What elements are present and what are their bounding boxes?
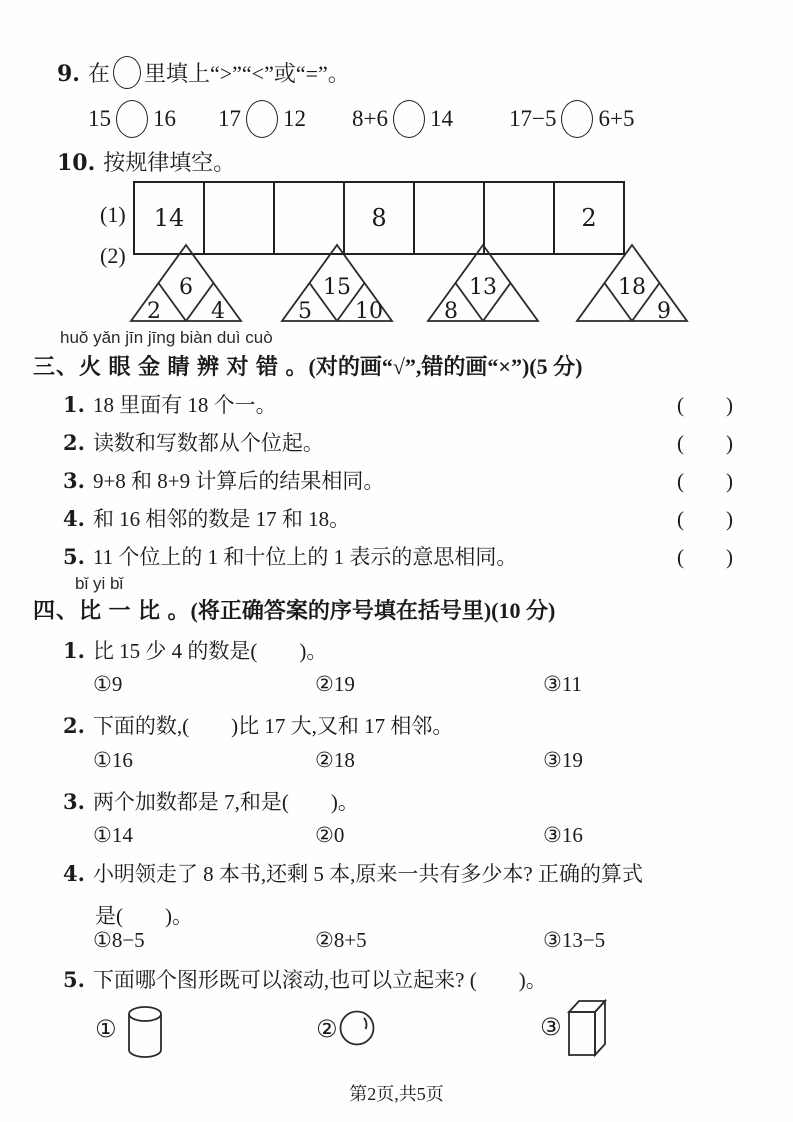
triangle-puzzle bbox=[126, 240, 246, 326]
comparison-right: 16 bbox=[153, 106, 176, 131]
tf-text bbox=[63, 541, 517, 571]
mc-option: ②0 bbox=[315, 823, 345, 847]
q10-number: 10. bbox=[57, 150, 96, 176]
mc-option: ①14 bbox=[93, 823, 133, 847]
comparison-item bbox=[88, 100, 176, 138]
mc-option: ③19 bbox=[543, 748, 583, 772]
triangle-puzzle bbox=[277, 240, 397, 326]
true-false-item bbox=[63, 541, 733, 571]
triangle-top-value: 13 bbox=[469, 275, 497, 300]
true-false-item bbox=[63, 389, 733, 419]
answer-parens: ( ) bbox=[677, 545, 733, 569]
answer-circle bbox=[116, 100, 148, 138]
section4-title: 四、比 一 比 。 bbox=[33, 598, 191, 623]
tf-number: 5. bbox=[63, 544, 85, 569]
triangle-left-value: 8 bbox=[444, 299, 458, 324]
shape-option-label: ② bbox=[316, 1015, 338, 1043]
mc-option: ①8−5 bbox=[93, 928, 145, 952]
mc-text: 比 15 少 4 的数是( )。 bbox=[92, 639, 328, 663]
triangle-left-value: 5 bbox=[298, 299, 312, 324]
tf-text bbox=[63, 465, 384, 495]
q10-part1-label: (1) bbox=[100, 202, 126, 227]
q10-part2-label: (2) bbox=[100, 243, 126, 268]
q9-number: 9. bbox=[57, 61, 80, 87]
comparison-left: 17−5 bbox=[509, 106, 557, 131]
section3-title: 三、火 眼 金 睛 辨 对 错 。 bbox=[33, 354, 309, 379]
comparison-item bbox=[352, 100, 453, 138]
triangle-right-value: 4 bbox=[211, 299, 225, 324]
mc-text-line2: 是( )。 bbox=[95, 904, 193, 928]
mc-text: 两个加数都是 7,和是( )。 bbox=[92, 790, 359, 814]
q10-heading bbox=[57, 146, 235, 177]
section4-note: (将正确答案的序号填在括号里)(10 分) bbox=[190, 598, 556, 623]
tf-statement: 11 个位上的 1 和十位上的 1 表示的意思相同。 bbox=[92, 545, 518, 569]
shape-option-label: ③ bbox=[540, 1013, 562, 1041]
true-false-item bbox=[63, 503, 733, 533]
triangle-right-value: 10 bbox=[355, 299, 383, 324]
mc-text: 下面哪个图形既可以滚动,也可以立起来? ( )。 bbox=[92, 968, 547, 992]
section3-pinyin: huǒ yǎn jīn jīng biàn duì cuò bbox=[60, 328, 273, 347]
mc-question bbox=[63, 858, 643, 888]
section3-heading bbox=[33, 350, 582, 381]
comparison-item bbox=[218, 100, 306, 138]
tf-number: 2. bbox=[63, 430, 85, 455]
mc-question bbox=[63, 786, 359, 816]
comparison-right: 14 bbox=[429, 106, 453, 131]
mc-text: 下面的数,( )比 17 大,又和 17 相邻。 bbox=[92, 714, 454, 738]
mc-question bbox=[63, 635, 327, 665]
mc-number: 2. bbox=[63, 713, 85, 738]
sphere-icon bbox=[338, 1009, 378, 1049]
tf-text bbox=[63, 427, 324, 457]
comparison-left: 15 bbox=[88, 106, 111, 131]
tf-number: 1. bbox=[63, 392, 85, 417]
mc-number: 5. bbox=[63, 967, 85, 992]
mc-number: 4. bbox=[63, 861, 85, 886]
mc-question bbox=[63, 710, 453, 740]
comparison-left: 17 bbox=[218, 106, 241, 131]
true-false-item bbox=[63, 427, 733, 457]
tf-number: 4. bbox=[63, 506, 85, 531]
mc-number: 3. bbox=[63, 789, 85, 814]
comparison-right: 12 bbox=[283, 106, 306, 131]
pattern-cell: 8 bbox=[344, 182, 414, 254]
mc-option: ③11 bbox=[543, 672, 583, 696]
q9-title-suffix: 里填上“>”“<”或“=”。 bbox=[143, 61, 350, 86]
tf-statement: 读数和写数都从个位起。 bbox=[92, 431, 324, 455]
triangle-top-value: 6 bbox=[179, 275, 193, 300]
comparison-item bbox=[509, 100, 634, 138]
q10-title: 按规律填空。 bbox=[103, 150, 236, 175]
triangle-right-value: 9 bbox=[657, 299, 671, 324]
q9-title-prefix: 在 bbox=[87, 61, 110, 86]
mc-option: ③13−5 bbox=[543, 928, 606, 952]
mc-number: 1. bbox=[63, 638, 85, 663]
tf-statement: 9+8 和 8+9 计算后的结果相同。 bbox=[92, 469, 385, 493]
mc-text: 小明领走了 8 本书,还剩 5 本,原来一共有多少本? 正确的算式 bbox=[92, 862, 644, 886]
shape-option-label: ① bbox=[95, 1015, 117, 1043]
answer-circle bbox=[246, 100, 278, 138]
pattern-cell: 2 bbox=[554, 182, 624, 254]
mc-option: ②19 bbox=[315, 672, 355, 696]
pattern-cell: 14 bbox=[134, 182, 204, 254]
section4-heading bbox=[33, 594, 555, 625]
section4-pinyin: bǐ yi bǐ bbox=[75, 574, 124, 593]
tf-statement: 和 16 相邻的数是 17 和 18。 bbox=[92, 507, 351, 531]
triangle-puzzle bbox=[572, 240, 692, 326]
mc-option: ③16 bbox=[543, 823, 583, 847]
tf-number: 3. bbox=[63, 468, 85, 493]
answer-circle bbox=[393, 100, 425, 138]
mc-question bbox=[63, 964, 547, 994]
tf-text bbox=[63, 503, 350, 533]
answer-parens: ( ) bbox=[677, 507, 733, 531]
tf-statement: 18 里面有 18 个一。 bbox=[92, 393, 277, 417]
answer-parens: ( ) bbox=[677, 393, 733, 417]
q9-heading bbox=[57, 56, 350, 89]
triangle-top-value: 18 bbox=[618, 275, 646, 300]
true-false-item bbox=[63, 465, 733, 495]
cuboid-icon bbox=[565, 998, 609, 1058]
cylinder-icon bbox=[127, 1005, 165, 1059]
mc-option: ②18 bbox=[315, 748, 355, 772]
triangle-puzzle bbox=[423, 240, 543, 326]
mc-option: ①9 bbox=[93, 672, 123, 696]
tf-text bbox=[63, 389, 277, 419]
triangle-left-value: 2 bbox=[147, 299, 161, 324]
blank-circle-icon bbox=[113, 56, 141, 89]
comparison-left: 8+6 bbox=[352, 106, 388, 131]
mc-option: ②8+5 bbox=[315, 928, 367, 952]
answer-parens: ( ) bbox=[677, 431, 733, 455]
page-footer: 第2页,共5页 bbox=[349, 1084, 444, 1104]
section3-note: (对的画“√”,错的画“×”)(5 分) bbox=[308, 354, 583, 379]
answer-circle bbox=[561, 100, 593, 138]
answer-parens: ( ) bbox=[677, 469, 733, 493]
triangle-top-value: 15 bbox=[323, 275, 351, 300]
comparison-right: 6+5 bbox=[598, 106, 635, 131]
mc-option: ①16 bbox=[93, 748, 133, 772]
